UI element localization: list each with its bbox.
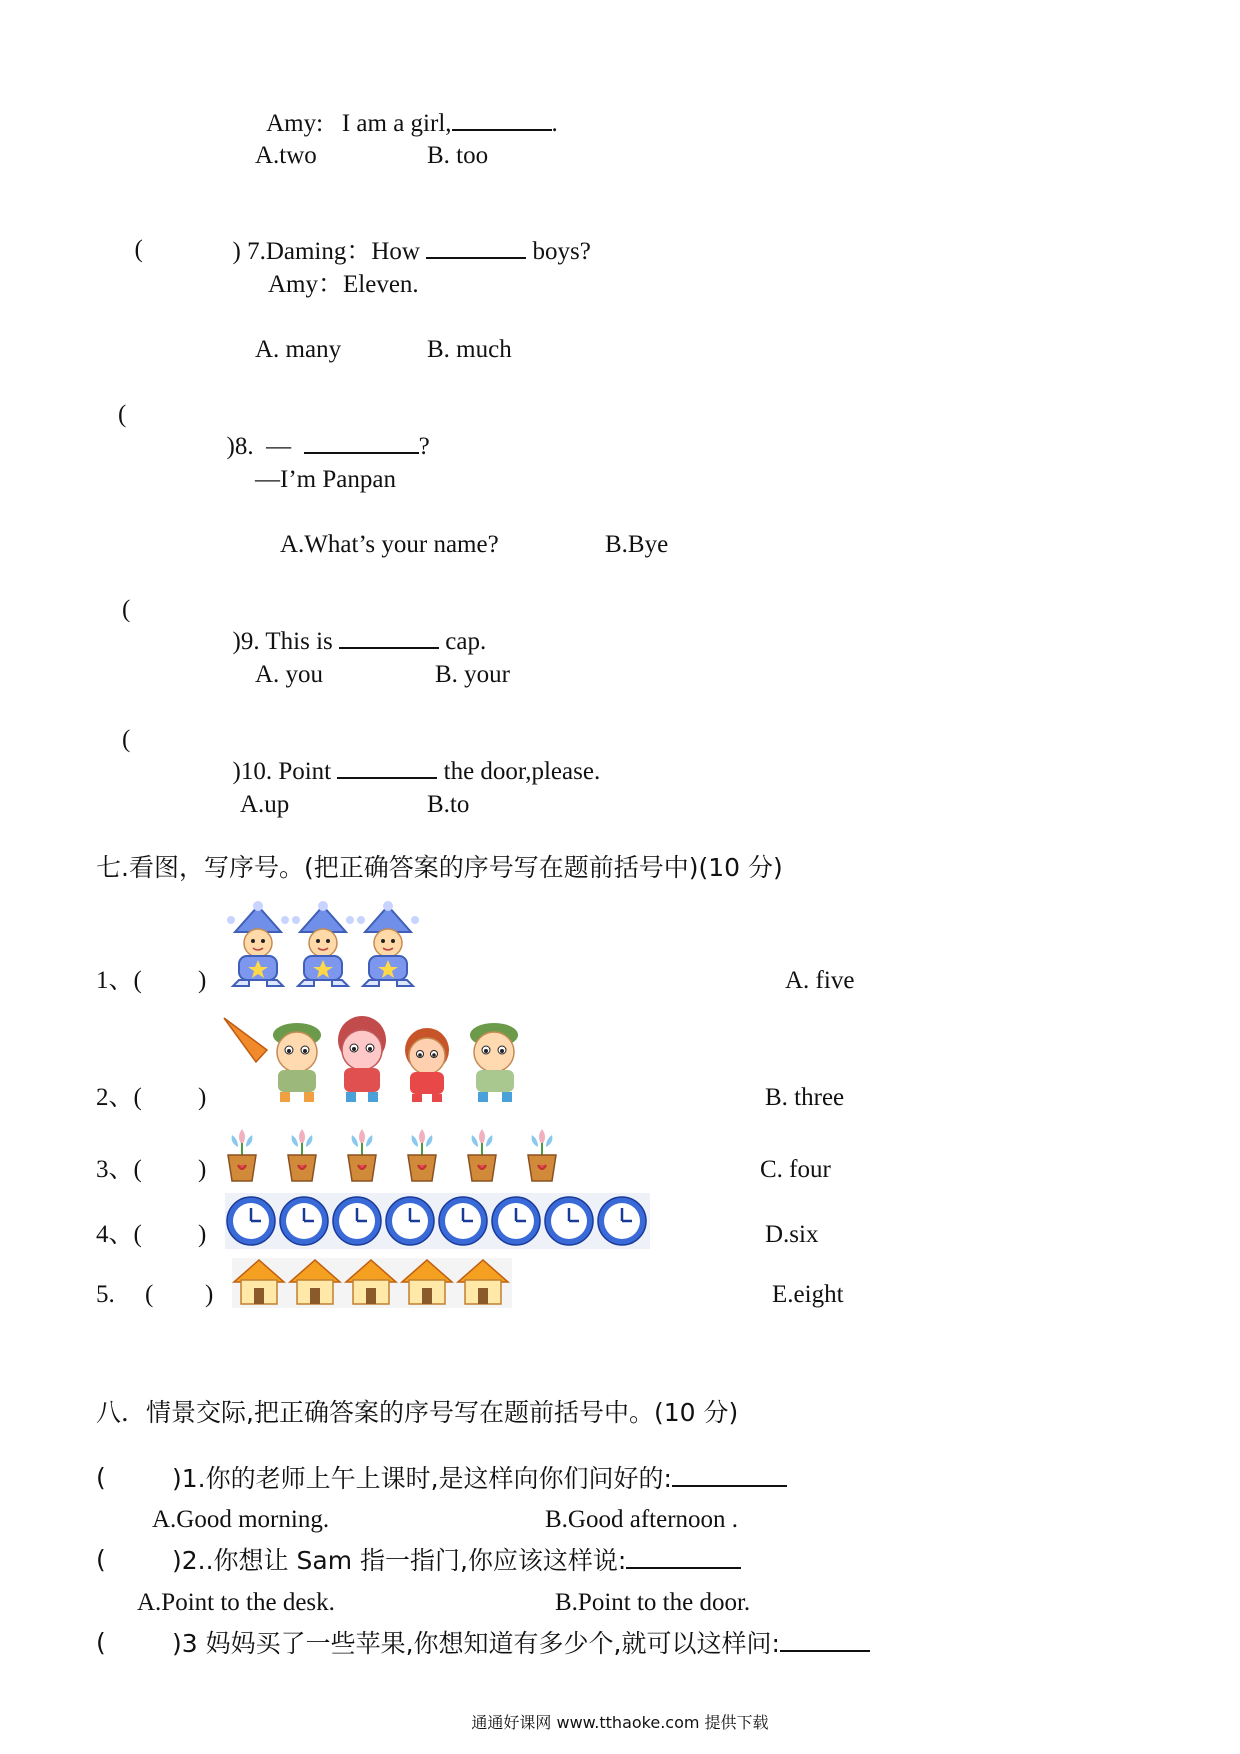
item-2-label: 2、(: [96, 1084, 142, 1111]
q9-stem: )9. This is cap.: [220, 595, 486, 657]
speaker: Amy:: [266, 110, 324, 137]
item-2-close: ): [198, 1084, 207, 1111]
answer-blank[interactable]: [672, 1463, 787, 1487]
answer-a: A. five: [785, 967, 855, 994]
item-1-close: ): [198, 967, 207, 994]
item-3-label: 3、(: [96, 1156, 142, 1183]
q9-option-b: B. your: [435, 661, 510, 688]
item-1-label: 1、(: [96, 967, 142, 994]
q7-option-a: A. many: [255, 336, 342, 363]
q9-paren: (: [122, 596, 131, 623]
four-kids-picture: [222, 1010, 532, 1105]
six-flower-pots-picture: [222, 1125, 567, 1185]
answer-blank[interactable]: [339, 625, 439, 649]
s8-q1-stem: )1.你的老师上午上课时,是这样向你们问好的:: [172, 1463, 787, 1494]
q6-amy-line: Amy: I am a girl, .: [255, 77, 558, 139]
item-4-close: ): [198, 1221, 207, 1248]
q10-option-b: B.to: [427, 791, 470, 818]
q8-paren: (: [118, 401, 127, 428]
stem: I am a girl,: [341, 110, 452, 137]
s8-q2-stem: )2..你想让 Sam 指一指门,你应该这样说:: [172, 1545, 741, 1576]
answer-e: E.eight: [772, 1281, 844, 1308]
section-seven-title: 七.看图，写序号。(把正确答案的序号写在题前括号中)(10 分): [96, 853, 783, 882]
answer-b: B. three: [765, 1084, 845, 1111]
q10-stem: )10. Point the door,please.: [220, 725, 600, 787]
item-3-close: ): [198, 1156, 207, 1183]
q7-stem: ) 7.Daming：How boys?: [220, 205, 591, 267]
option-a: A.two: [255, 142, 317, 169]
q7-option-b: B. much: [427, 336, 512, 363]
q6-options: [255, 141, 317, 171]
answer-blank[interactable]: [626, 1545, 741, 1569]
item-5-open: (: [145, 1281, 154, 1308]
s8-q3-paren: (: [96, 1628, 106, 1657]
section-eight-title: 八．情景交际,把正确答案的序号写在题前括号中。(10 分): [96, 1398, 739, 1427]
q8-option-b: B.Bye: [605, 531, 669, 558]
answer-blank[interactable]: [426, 235, 526, 259]
s8-q2-option-a: A.Point to the desk.: [137, 1589, 335, 1616]
q8-reply: —I’m Panpan: [255, 466, 396, 493]
s8-q2-paren: (: [96, 1545, 106, 1574]
option-b: B. too: [427, 142, 489, 169]
q6-options-b: [427, 141, 488, 171]
q8-stem: )8. — ?: [214, 400, 430, 462]
answer-blank[interactable]: [337, 755, 437, 779]
q10-paren: (: [122, 726, 131, 753]
item-4-label: 4、(: [96, 1221, 142, 1248]
answer-paren: (: [134, 236, 143, 263]
q7-reply: Amy：Eleven.: [268, 271, 419, 298]
item-5-label: 5.: [96, 1281, 115, 1308]
s8-q2-option-b: B.Point to the door.: [555, 1589, 751, 1616]
three-gnomes-picture: [225, 900, 420, 990]
q8-option-a: A.What’s your name?: [280, 531, 499, 558]
item-5-close: ): [205, 1281, 214, 1308]
q9-option-a: A. you: [255, 661, 324, 688]
q7-line: [122, 205, 143, 265]
answer-blank[interactable]: [452, 107, 552, 131]
page-footer: 通通好课网 www.tthaoke.com 提供下载: [471, 1713, 769, 1732]
stem: 7.Daming：How: [247, 238, 420, 265]
five-houses-picture: [232, 1258, 512, 1308]
eight-clocks-picture: [225, 1193, 650, 1249]
answer-blank[interactable]: [780, 1628, 870, 1652]
s8-q1-option-b: B.Good afternoon .: [545, 1506, 739, 1533]
q10-option-a: A.up: [240, 791, 290, 818]
s8-q1-paren: (: [96, 1463, 106, 1492]
answer-blank[interactable]: [304, 430, 419, 454]
answer-d: D.six: [765, 1221, 819, 1248]
s8-q1-option-a: A.Good morning.: [152, 1506, 330, 1533]
answer-c: C. four: [760, 1156, 831, 1183]
s8-q3-stem: )3 妈妈买了一些苹果,你想知道有多少个,就可以这样问:: [172, 1628, 870, 1659]
